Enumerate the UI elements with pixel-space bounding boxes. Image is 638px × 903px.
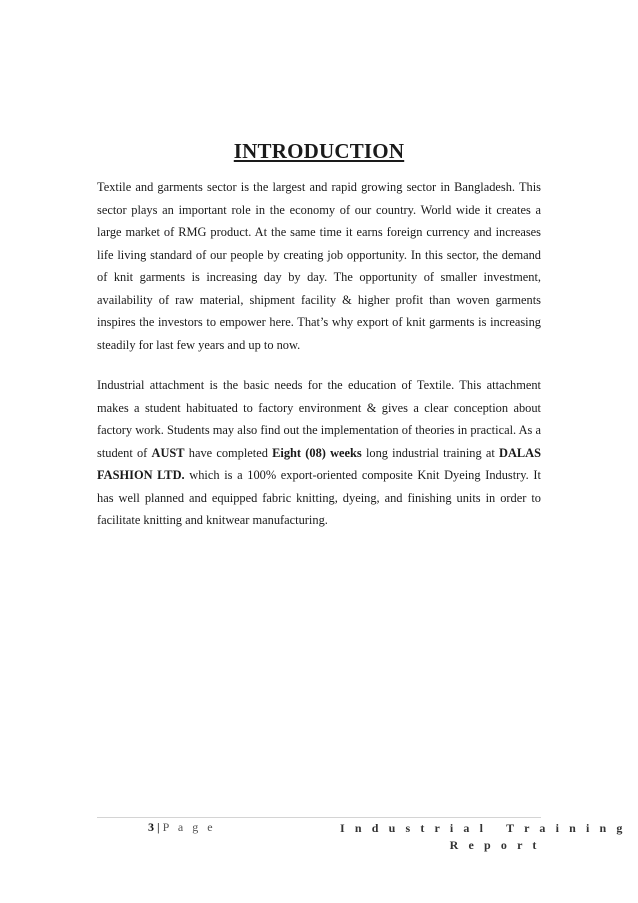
page-label: P a g e: [162, 820, 216, 834]
page-number: [148, 820, 216, 835]
footer-report-title: [340, 820, 627, 854]
footer-title-line1: I n d u s t r i a l T r a i n i n g: [340, 821, 627, 835]
university-name: AUST: [151, 445, 185, 460]
paragraph-text: which is a 100% export-oriented composite Knit Dyeing Industry. It has well planned and equipped fabric knitting, dyeing, and finishing units in order to facilitate knitting and knitwear manufacturing.: [97, 468, 541, 527]
company-name: DALAS FASHION LTD.: [97, 445, 542, 482]
page-title: INTRODUCTION: [233, 139, 405, 163]
footer-title-line2: R e p o r t: [449, 838, 540, 852]
paragraph-text: long industrial training at: [361, 445, 500, 460]
paragraph-intro: Textile and garments sector is the largest and rapid growing sector in Bangladesh. This sector plays an important role in the economy of our country. World wide it creates a large market of RMG product. At the same time it earns foreign currency and increases life living standard of our people by creating job opportunity. In this sector, the demand of knit garments is increasing day by day. The opportunity of smaller investment, availability of raw material, shipment facility & higher profit than woven garments inspires the investors to empower here. That’s why export of knit garments is increasing steadily for last few years and up to now.: [97, 180, 541, 352]
page-number-value: 3: [148, 820, 154, 834]
paragraph-text: Industrial attachment is the basic needs for the education of Textile. This attachment makes a student habituated to factory environment & gives a clear conception about factory work. Students may also find out the implementation of theories in practical. As a student of: [97, 378, 541, 460]
paragraph-text: have completed: [184, 445, 273, 460]
page-number-separator: |: [154, 820, 163, 834]
footer-divider: [97, 817, 541, 818]
paragraph-attachment: [97, 374, 541, 532]
training-duration: Eight (08) weeks: [272, 445, 362, 460]
